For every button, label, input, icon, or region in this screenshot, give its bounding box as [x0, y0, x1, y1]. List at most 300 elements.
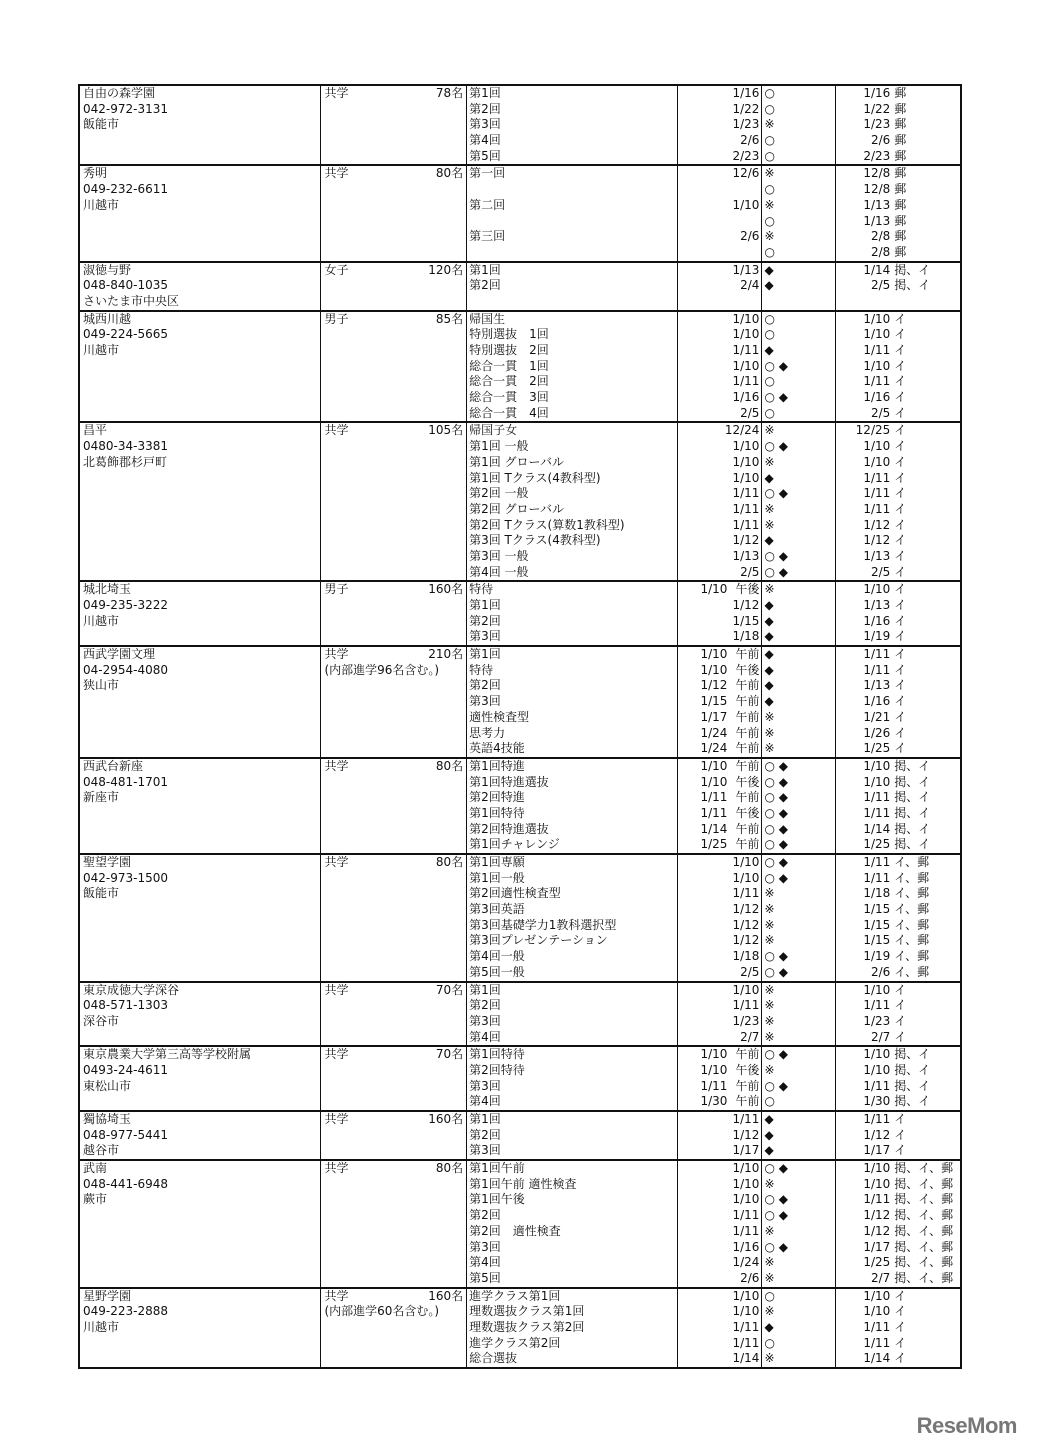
result-method: イ、郵 — [894, 902, 930, 917]
school-city: 川越市 — [83, 343, 120, 357]
school-row — [80, 757, 960, 853]
result-method: イ — [894, 662, 907, 677]
exam-mark: ※ — [764, 982, 775, 997]
exam-time: 午前 — [735, 1047, 760, 1062]
result-method: イ、郵 — [894, 870, 930, 885]
exam-date: 2/7 — [740, 1029, 760, 1044]
result-line — [848, 965, 960, 981]
enrollment-cell — [320, 312, 466, 422]
round-name: 総合一貫 4回 — [469, 405, 549, 420]
exam-mark: ※ — [764, 1223, 775, 1238]
result-date: 1/10 — [863, 327, 891, 342]
exam-date: 1/10 — [732, 1161, 760, 1176]
exam-date-cell — [677, 312, 762, 422]
capacity: 160名 — [428, 1288, 464, 1303]
exam-date: 1/24 — [732, 1255, 760, 1270]
admissions-table — [78, 84, 962, 1369]
exam-time: 午前 — [735, 709, 760, 724]
result-date: 1/11 — [863, 662, 891, 677]
school-phone: 042-973-1500 — [83, 870, 169, 885]
type-capacity-line — [324, 166, 463, 182]
enrollment-cell — [320, 647, 466, 757]
result-date: 1/25 — [863, 1255, 891, 1270]
exam-date: 1/11 — [732, 374, 760, 389]
exam-date: 1/15 — [700, 694, 728, 709]
round-name: 第4回一般 — [469, 949, 525, 964]
exam-date-line — [678, 726, 760, 742]
exam-date-line — [678, 886, 760, 902]
exam-date-line — [678, 741, 760, 757]
school-name: 東京成徳大学深谷 — [83, 982, 180, 997]
exam-date: 2/6 — [740, 133, 760, 148]
result-method: 郵 — [894, 101, 907, 116]
result-method: イ — [894, 390, 907, 405]
school-row — [80, 421, 960, 580]
exam-time: 午前 — [735, 837, 760, 852]
result-cell — [835, 423, 960, 580]
exam-mark: ※ — [764, 1062, 775, 1077]
exam-date-line — [678, 902, 760, 918]
round-name — [469, 245, 677, 261]
exam-mark: ○ ◆ — [764, 548, 788, 563]
round-name: 第2回特進選抜 — [469, 821, 549, 836]
exam-date: 1/24 — [700, 725, 728, 740]
exam-mark: ○ ◆ — [764, 774, 788, 789]
round-name: 第2回 一般 — [469, 486, 529, 501]
round-name: 第2回 — [469, 278, 501, 293]
exam-mark — [764, 294, 835, 310]
result-method: イ — [894, 486, 907, 501]
exam-mark: ※ — [764, 197, 775, 212]
exam-mark: ※ — [764, 501, 775, 516]
result-line — [848, 918, 960, 934]
exam-date: 1/10 — [732, 470, 760, 485]
result-date: 1/10 — [863, 1304, 891, 1319]
exam-subjects-cell — [761, 1289, 835, 1367]
exam-date-line — [678, 198, 760, 214]
result-method: 郵 — [894, 117, 907, 132]
result-cell — [835, 983, 960, 1046]
exam-time: 午後 — [735, 582, 760, 597]
result-date: 1/23 — [863, 117, 891, 132]
result-line — [848, 263, 960, 279]
exam-mark: ◆ — [764, 694, 774, 709]
enrollment-cell — [320, 1112, 466, 1159]
capacity: 80名 — [435, 758, 464, 773]
exam-date-line — [678, 1351, 760, 1367]
result-line — [848, 1047, 960, 1063]
result-date: 1/13 — [863, 213, 891, 228]
exam-subjects-cell — [761, 647, 835, 757]
result-line — [848, 229, 960, 245]
school-row — [80, 1045, 960, 1110]
exam-mark: ○ — [764, 213, 775, 228]
result-method: 掲、イ、郵 — [894, 1239, 954, 1254]
exam-mark: ○ ◆ — [764, 1161, 788, 1176]
result-method: 郵 — [894, 197, 907, 212]
result-method: イ、郵 — [894, 949, 930, 964]
result-method: イ — [894, 501, 907, 516]
school-type: 男子 — [324, 582, 349, 597]
result-date: 1/10 — [863, 1047, 891, 1062]
enrollment-cell — [320, 166, 466, 260]
school-city: 川越市 — [83, 1319, 120, 1334]
result-method: イ — [894, 1127, 907, 1142]
result-date: 1/13 — [863, 197, 891, 212]
exam-mark: ※ — [764, 1255, 775, 1270]
exam-date: 1/11 — [700, 805, 728, 820]
exam-date: 12/24 — [724, 423, 760, 438]
exam-date: 1/10 — [700, 647, 728, 662]
exam-time: 午後 — [735, 662, 760, 677]
exam-mark: ◆ — [764, 470, 774, 485]
result-method: イ — [894, 1319, 907, 1334]
result-date: 1/11 — [863, 343, 891, 357]
enrollment-cell — [320, 759, 466, 853]
result-line — [848, 775, 960, 791]
exam-date: 1/11 — [732, 886, 760, 901]
result-line — [848, 759, 960, 775]
result-date: 1/19 — [863, 949, 891, 964]
result-date: 1/11 — [863, 647, 891, 662]
exam-date: 1/10 — [700, 1047, 728, 1062]
round-name: 第2回 — [469, 998, 501, 1013]
exam-date-line — [678, 518, 760, 534]
exam-date: 1/14 — [700, 821, 728, 836]
result-method: 掲、イ — [894, 837, 931, 852]
exam-time: 午後 — [735, 1062, 760, 1077]
exam-date-line — [678, 629, 760, 645]
exam-date-line — [678, 1030, 760, 1046]
result-line — [848, 390, 960, 406]
result-method: 掲、イ — [894, 774, 931, 789]
round-name — [469, 214, 677, 230]
result-method: 掲、イ — [894, 1094, 931, 1109]
school-city: 狭山市 — [83, 678, 120, 693]
exam-date: 1/11 — [732, 343, 760, 357]
round-name: 第1回 — [469, 982, 501, 997]
result-line — [848, 423, 960, 439]
school-name: 秀明 — [83, 166, 108, 181]
exam-mark: ○ ◆ — [764, 486, 788, 501]
exam-date-cell — [677, 1047, 762, 1110]
round-name: 進学クラス第2回 — [469, 1335, 561, 1350]
exam-date: 1/11 — [700, 1078, 728, 1093]
exam-mark: ※ — [764, 933, 775, 948]
result-date: 1/12 — [863, 533, 891, 548]
exam-date: 1/16 — [732, 1239, 760, 1254]
round-name: 第3回 — [469, 694, 501, 709]
exam-date-line — [678, 871, 760, 887]
result-date: 1/10 — [863, 311, 891, 326]
school-type: 共学 — [324, 1112, 349, 1126]
result-method: イ — [894, 1029, 907, 1044]
result-line — [848, 1336, 960, 1352]
exam-date: 1/11 — [732, 1319, 760, 1334]
enrollment-cell — [320, 983, 466, 1046]
school-info-cell — [80, 1289, 320, 1367]
exam-subjects-cell — [761, 312, 835, 422]
result-line — [848, 1128, 960, 1144]
exam-mark: ◆ — [764, 613, 774, 628]
school-phone: 048-441-6948 — [83, 1176, 169, 1191]
round-name: 特別選抜 1回 — [469, 327, 549, 342]
result-method: 郵 — [894, 182, 907, 197]
exam-date: 1/10 — [732, 1304, 760, 1319]
result-line — [848, 312, 960, 328]
exam-date-cell — [677, 423, 762, 580]
result-date: 1/16 — [863, 613, 891, 628]
exam-mark: ○ ◆ — [764, 1192, 788, 1207]
round-name: 総合一貫 1回 — [469, 358, 549, 373]
round-name-cell — [466, 855, 677, 981]
school-phone: 0480-34-3381 — [83, 439, 169, 454]
exam-date-line — [678, 582, 760, 598]
exam-mark: ◆ — [764, 278, 774, 293]
result-line — [848, 1063, 960, 1079]
round-name: 第4回 一般 — [469, 564, 529, 579]
result-method: 掲、イ — [894, 758, 931, 773]
exam-date: 1/10 — [732, 1192, 760, 1207]
type-capacity-line — [324, 855, 463, 871]
result-method: イ — [894, 405, 907, 420]
exam-date-line — [678, 614, 760, 630]
round-name-cell — [466, 1047, 677, 1110]
exam-mark: ○ ◆ — [764, 1078, 788, 1093]
exam-date-cell — [677, 1289, 762, 1367]
result-line — [848, 871, 960, 887]
round-name: 第1回特待 — [469, 805, 525, 820]
school-city: 川越市 — [83, 613, 120, 628]
exam-date-line — [678, 1161, 760, 1177]
result-method: イ — [894, 1143, 907, 1158]
round-name: 第3回 — [469, 1078, 501, 1093]
result-date: 1/11 — [863, 998, 891, 1013]
school-row — [80, 1287, 960, 1367]
result-line — [848, 198, 960, 214]
exam-subjects-cell — [761, 423, 835, 580]
result-method: 郵 — [894, 166, 907, 181]
type-capacity-line — [324, 759, 463, 775]
school-city: 東松山市 — [83, 1078, 132, 1093]
result-method: イ — [894, 598, 907, 612]
exam-date-cell — [677, 983, 762, 1046]
exam-date: 1/11 — [732, 486, 760, 501]
result-line — [848, 182, 960, 198]
exam-mark: ※ — [764, 917, 775, 932]
round-name: 第1回午前 適性検査 — [469, 1176, 577, 1191]
result-method: 掲、イ — [894, 1062, 931, 1077]
result-method: 掲、イ、郵 — [894, 1223, 954, 1238]
result-date: 1/19 — [863, 629, 891, 644]
exam-subjects-cell — [761, 86, 835, 164]
result-date: 1/18 — [863, 886, 891, 901]
result-line — [848, 678, 960, 694]
result-line — [848, 726, 960, 742]
result-method: イ — [894, 982, 907, 997]
exam-date: 1/10 — [700, 1062, 728, 1077]
result-cell — [835, 1112, 960, 1159]
exam-date-line — [678, 1320, 760, 1336]
exam-date: 1/15 — [732, 613, 760, 628]
exam-date-line — [678, 133, 760, 149]
round-name: 総合選抜 — [469, 1351, 518, 1366]
exam-date-line — [678, 678, 760, 694]
exam-subjects-cell — [761, 582, 835, 645]
exam-date-line — [678, 1177, 760, 1193]
round-name: 適性検査型 — [469, 709, 530, 724]
exam-date-line — [678, 565, 760, 581]
school-info-cell — [80, 855, 320, 981]
exam-mark: ○ ◆ — [764, 758, 788, 773]
exam-mark: ◆ — [764, 533, 774, 548]
round-name-cell — [466, 1112, 677, 1159]
round-name: 第4回 — [469, 1029, 501, 1044]
exam-mark: ◆ — [764, 678, 774, 693]
result-line — [848, 614, 960, 630]
exam-time: 午前 — [735, 678, 760, 693]
result-line — [848, 1304, 960, 1320]
exam-date: 1/25 — [700, 837, 728, 852]
result-date: 2/5 — [870, 405, 891, 420]
exam-date: 2/6 — [740, 1270, 760, 1285]
result-line — [848, 1112, 960, 1128]
round-name: 思考力 — [469, 725, 506, 740]
result-method: 掲、イ — [894, 1078, 931, 1093]
result-method: イ — [894, 454, 907, 469]
exam-date-line — [678, 949, 760, 965]
result-line — [848, 294, 960, 310]
exam-mark: ※ — [764, 517, 775, 532]
result-date: 1/10 — [863, 1288, 891, 1303]
result-line — [848, 549, 960, 565]
result-date: 1/22 — [863, 101, 891, 116]
result-date: 1/21 — [863, 709, 891, 724]
result-method: イ — [894, 582, 907, 597]
result-method: イ — [894, 311, 907, 326]
exam-date-line — [678, 294, 760, 310]
result-line — [848, 1224, 960, 1240]
exam-date-line — [678, 1304, 760, 1320]
school-row — [80, 645, 960, 757]
exam-date-line — [678, 327, 760, 343]
exam-date: 12/6 — [732, 166, 760, 181]
round-name: 第1回 — [469, 647, 501, 662]
school-row — [80, 1110, 960, 1159]
exam-date-cell — [677, 1112, 762, 1159]
exam-mark: ○ — [764, 148, 775, 163]
result-date: 1/17 — [863, 1239, 891, 1254]
round-name: 第2回 — [469, 1127, 501, 1142]
result-cell — [835, 263, 960, 310]
school-phone: 048-977-5441 — [83, 1127, 169, 1142]
result-line — [848, 1177, 960, 1193]
result-date: 1/11 — [863, 1112, 891, 1126]
exam-date-line — [678, 439, 760, 455]
school-name: 聖望学園 — [83, 855, 132, 869]
exam-mark: ○ — [764, 327, 775, 342]
result-method: イ — [894, 517, 907, 532]
round-name: 総合一貫 2回 — [469, 374, 549, 389]
exam-time: 午前 — [735, 647, 760, 662]
school-phone: 048-571-1303 — [83, 998, 169, 1013]
result-method: 掲、イ、郵 — [894, 1255, 954, 1270]
exam-subjects-cell — [761, 1047, 835, 1110]
exam-date: 1/10 — [700, 774, 728, 789]
result-line — [848, 790, 960, 806]
exam-date-cell — [677, 855, 762, 981]
result-date: 1/10 — [863, 758, 891, 773]
result-date: 1/10 — [863, 1161, 891, 1176]
result-method: イ — [894, 470, 907, 485]
exam-date-line — [678, 359, 760, 375]
exam-date: 1/11 — [732, 501, 760, 516]
exam-date: 1/22 — [732, 101, 760, 116]
exam-mark: ※ — [764, 423, 775, 438]
round-name: 理数選抜クラス第2回 — [469, 1319, 585, 1334]
result-method: イ、郵 — [894, 855, 930, 869]
result-cell — [835, 312, 960, 422]
result-date: 2/8 — [870, 244, 891, 259]
school-info-cell — [80, 1047, 320, 1110]
exam-date-cell — [677, 263, 762, 310]
round-name: 第1回 — [469, 262, 501, 277]
exam-date: 1/17 — [732, 1143, 760, 1158]
school-phone: 04-2954-4080 — [83, 662, 169, 677]
school-info-cell — [80, 263, 320, 310]
result-method: イ — [894, 694, 907, 709]
school-type: 共学 — [324, 855, 349, 869]
result-method: イ — [894, 1335, 907, 1350]
exam-date-line — [678, 486, 760, 502]
exam-time: 午前 — [735, 758, 760, 773]
exam-date: 1/11 — [732, 517, 760, 532]
exam-date-line — [678, 1289, 760, 1305]
result-method: 郵 — [894, 244, 907, 259]
round-name-cell — [466, 423, 677, 580]
result-line — [848, 486, 960, 502]
school-name: 西武台新座 — [83, 758, 144, 773]
round-name-cell — [466, 312, 677, 422]
school-name: 昌平 — [83, 423, 108, 438]
result-date: 1/14 — [863, 262, 891, 277]
round-name-cell — [466, 1289, 677, 1367]
school-city: 深谷市 — [83, 1013, 120, 1028]
school-type: 共学 — [324, 982, 349, 997]
exam-date: 1/10 — [732, 311, 760, 326]
result-line — [848, 166, 960, 182]
school-phone: 048-481-1701 — [83, 774, 169, 789]
school-info-cell — [80, 1112, 320, 1159]
exam-subjects-cell — [761, 855, 835, 981]
school-type: 共学 — [324, 423, 349, 438]
result-line — [848, 502, 960, 518]
exam-mark: ※ — [764, 709, 775, 724]
result-line — [848, 1271, 960, 1287]
result-cell — [835, 1161, 960, 1287]
exam-date: 2/5 — [740, 564, 760, 579]
result-line — [848, 1320, 960, 1336]
result-method: イ、郵 — [894, 886, 930, 901]
result-date: 2/6 — [870, 964, 891, 979]
exam-mark: ○ ◆ — [764, 837, 788, 852]
result-line — [848, 663, 960, 679]
result-line — [848, 359, 960, 375]
result-method: 掲、イ、郵 — [894, 1208, 954, 1223]
exam-time: 午前 — [735, 694, 760, 709]
type-capacity-line — [324, 1289, 463, 1305]
exam-time: 午前 — [735, 790, 760, 805]
